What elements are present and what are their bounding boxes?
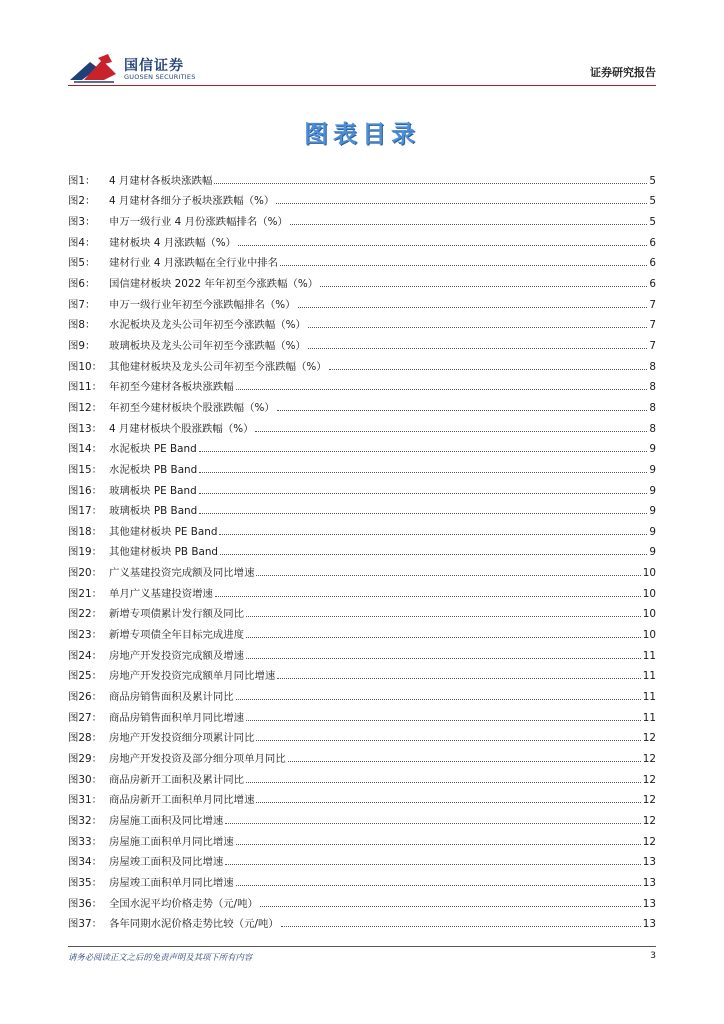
toc-entry[interactable]: [68, 725, 656, 746]
toc-page-number: 12: [642, 835, 656, 848]
toc-leader-dots: [308, 327, 647, 328]
toc-page-number: 8: [649, 381, 656, 394]
toc-figure-number: 图20：: [68, 567, 103, 580]
toc-figure-number: 图19：: [68, 546, 103, 559]
toc-entry[interactable]: [68, 807, 656, 828]
toc-figure-number: 图32：: [68, 815, 103, 827]
toc-page-number: 8: [649, 360, 656, 373]
toc-leader-dots: [256, 575, 640, 576]
toc-entry[interactable]: [68, 621, 656, 642]
toc-leader-dots: [290, 224, 647, 225]
toc-entry[interactable]: [68, 580, 656, 601]
toc-page-number: 11: [642, 649, 656, 662]
toc-leader-dots: [219, 534, 647, 535]
toc-page-number: 9: [649, 484, 656, 497]
toc-page-number: 9: [649, 443, 656, 456]
toc-figure-title: 房屋施工面积单月同比增速: [109, 835, 234, 848]
toc-leader-dots: [246, 637, 641, 638]
toc-entry[interactable]: [68, 911, 656, 932]
report-type-label: 证券研究报告: [590, 66, 656, 79]
toc-page-number: 12: [642, 732, 656, 745]
toc-figure-title: 玻璃板块 PB Band: [109, 505, 198, 518]
toc-leader-dots: [225, 823, 640, 824]
toc-entry[interactable]: [68, 601, 656, 622]
toc-leader-dots: [255, 431, 647, 432]
toc-figure-number: 图2：: [68, 195, 96, 208]
toc-figure-number: 图28：: [68, 732, 103, 745]
toc-entry[interactable]: [68, 477, 656, 498]
toc-figure-title: 房地产开发投资完成额单月同比增速: [109, 670, 276, 683]
toc-figure-title: 4 月建材各板块涨跌幅: [109, 174, 213, 187]
page-number: 3: [650, 951, 656, 961]
toc-entry[interactable]: [68, 869, 656, 890]
toc-figure-title: 商品房新开工面积单月同比增速: [109, 794, 255, 807]
toc-page-number: 10: [642, 567, 656, 580]
toc-leader-dots: [260, 906, 641, 907]
toc-page-number: 11: [642, 691, 656, 704]
toc-figure-number: 图13：: [68, 422, 103, 435]
toc-entry[interactable]: [68, 642, 656, 663]
toc-figure-number: 图36：: [68, 897, 103, 910]
toc-page-number: 9: [649, 546, 656, 559]
toc-figure-title: 各年同期水泥价格走势比较（元/吨）: [109, 918, 279, 931]
header-divider: [68, 85, 656, 86]
toc-figure-number: 图14：: [68, 443, 103, 456]
toc-figure-number: 图6：: [68, 277, 96, 290]
toc-entry[interactable]: [68, 229, 656, 250]
toc-figure-title: 4 月建材各细分子板块涨跌幅（%）: [109, 195, 275, 208]
toc-figure-title: 房地产开发投资及部分细分项单月同比: [109, 753, 286, 766]
toc-figure-number: 图37：: [68, 918, 103, 931]
toc-figure-number: 图35：: [68, 876, 103, 889]
toc-figure-title: 建材板块 4 月涨跌幅（%）: [109, 236, 236, 249]
toc-page-number: 7: [649, 319, 656, 332]
toc-entry[interactable]: [68, 250, 656, 271]
toc-page-number: 12: [642, 815, 656, 827]
toc-page-number: 6: [649, 277, 656, 290]
toc-page-number: 5: [649, 174, 656, 187]
toc-page-number: 7: [649, 339, 656, 352]
toc-figure-title: 全国水泥平均价格走势（元/吨）: [109, 897, 258, 910]
toc-figure-title: 房屋竣工面积单月同比增速: [109, 876, 234, 889]
toc-figure-number: 图17：: [68, 505, 103, 518]
toc-figure-number: 图12：: [68, 401, 103, 414]
toc-leader-dots: [220, 554, 647, 555]
toc-page-number: 10: [642, 629, 656, 642]
toc-figure-title: 新增专项债累计发行额及同比: [109, 608, 245, 621]
toc-entry[interactable]: [68, 787, 656, 808]
toc-figure-title: 商品房新开工面积及累计同比: [109, 773, 245, 786]
toc-page-number: 13: [642, 897, 656, 910]
toc-entry[interactable]: [68, 518, 656, 539]
toc-leader-dots: [329, 369, 648, 370]
toc-figure-number: 图26：: [68, 691, 103, 704]
toc-figure-title: 国信建材板块 2022 年年初至今涨跌幅（%）: [109, 277, 319, 290]
toc-leader-dots: [246, 782, 641, 783]
toc-page-number: 8: [649, 422, 656, 435]
toc-leader-dots: [236, 844, 641, 845]
toc-page-number: 11: [642, 670, 656, 683]
toc-entry[interactable]: [68, 498, 656, 519]
toc-figure-title: 广义基建投资完成额及同比增速: [109, 567, 255, 580]
toc-leader-dots: [199, 513, 647, 514]
toc-leader-dots: [225, 864, 640, 865]
toc-entry[interactable]: [68, 270, 656, 291]
toc-leader-dots: [256, 802, 640, 803]
toc-figure-title: 申万一级行业 4 月份涨跌幅排名（%）: [109, 215, 288, 228]
toc-figure-number: 图1：: [68, 174, 96, 187]
toc-entry[interactable]: [68, 415, 656, 436]
toc-page-number: 12: [642, 753, 656, 766]
toc-page-number: 10: [642, 608, 656, 621]
toc-figure-number: 图27：: [68, 711, 103, 724]
toc-entry[interactable]: [68, 539, 656, 560]
toc-figure-number: 图10：: [68, 360, 103, 373]
toc-page-number: 11: [642, 711, 656, 724]
toc-page-number: 13: [642, 876, 656, 889]
toc-leader-dots: [246, 616, 641, 617]
toc-leader-dots: [320, 286, 647, 287]
toc-figure-title: 其他建材板块 PB Band: [109, 546, 219, 559]
toc-entry[interactable]: [68, 188, 656, 209]
toc-entry[interactable]: [68, 683, 656, 704]
toc-leader-dots: [308, 348, 647, 349]
toc-entry[interactable]: [68, 890, 656, 911]
toc-figure-title: 年初至今建材各板块涨跌幅: [109, 381, 234, 394]
toc-entry[interactable]: [68, 828, 656, 849]
toc-entry[interactable]: [68, 456, 656, 477]
toc-leader-dots: [238, 245, 647, 246]
toc-figure-title: 房屋竣工面积及同比增速: [109, 856, 224, 869]
toc-page-number: 10: [642, 587, 656, 600]
page-title: 图表目录: [304, 120, 420, 148]
toc-leader-dots: [246, 720, 641, 721]
toc-entry[interactable]: [68, 167, 656, 188]
toc-page-number: 9: [649, 463, 656, 476]
toc-figure-number: 图7：: [68, 298, 96, 311]
toc-figure-number: 图33：: [68, 835, 103, 848]
toc-leader-dots: [215, 596, 641, 597]
toc-entry[interactable]: [68, 745, 656, 766]
toc-leader-dots: [288, 761, 641, 762]
toc-entry[interactable]: [68, 332, 656, 353]
toc-leader-dots: [246, 658, 641, 659]
guosen-logo-mark-icon: [68, 52, 120, 84]
page-header: [68, 48, 656, 86]
toc-figure-title: 水泥板块 PE Band: [109, 443, 197, 456]
toc-figure-number: 图5：: [68, 257, 96, 270]
toc-figure-number: 图4：: [68, 236, 96, 249]
toc-figure-number: 图25：: [68, 670, 103, 683]
logo-english-name: GUOSEN SECURITIES: [124, 73, 196, 81]
toc-page-number: 12: [642, 773, 656, 786]
toc-figure-number: 图24：: [68, 649, 103, 662]
toc-figure-title: 申万一级行业年初至今涨跌幅排名（%）: [109, 298, 296, 311]
toc-entry[interactable]: [68, 394, 656, 415]
toc-entry[interactable]: [68, 766, 656, 787]
toc-entry[interactable]: [68, 312, 656, 333]
toc-figure-number: 图8：: [68, 319, 96, 332]
toc-figure-title: 玻璃板块 PE Band: [109, 484, 197, 497]
toc-page-number: 13: [642, 856, 656, 869]
toc-leader-dots: [199, 493, 648, 494]
toc-figure-number: 图3：: [68, 215, 96, 228]
toc-leader-dots: [298, 307, 648, 308]
logo-chinese-name: 国信证券: [124, 58, 184, 74]
toc-page-number: 6: [649, 257, 656, 270]
toc-leader-dots: [236, 885, 641, 886]
toc-entry[interactable]: [68, 559, 656, 580]
toc-figure-title: 单月广义基建投资增速: [109, 587, 213, 600]
toc-leader-dots: [277, 410, 648, 411]
toc-figure-title: 水泥板块及龙头公司年初至今涨跌幅（%）: [109, 319, 306, 332]
toc-leader-dots: [276, 203, 647, 204]
toc-figure-number: 图23：: [68, 629, 103, 642]
toc-figure-number: 图11：: [68, 381, 103, 394]
toc-leader-dots: [214, 183, 647, 184]
toc-page-number: 6: [649, 236, 656, 249]
toc-figure-number: 图21：: [68, 587, 103, 600]
toc-figure-number: 图9：: [68, 339, 96, 352]
toc-page-number: 8: [649, 401, 656, 414]
toc-leader-dots: [236, 699, 641, 700]
figure-list: [68, 167, 656, 931]
toc-page-number: 5: [649, 195, 656, 208]
toc-entry[interactable]: [68, 208, 656, 229]
toc-figure-number: 图31：: [68, 794, 103, 807]
toc-leader-dots: [281, 926, 641, 927]
toc-leader-dots: [236, 389, 648, 390]
toc-figure-number: 图34：: [68, 856, 103, 869]
toc-leader-dots: [256, 740, 640, 741]
toc-page-number: 7: [649, 298, 656, 311]
toc-figure-number: 图16：: [68, 484, 103, 497]
toc-leader-dots: [199, 451, 648, 452]
toc-figure-title: 房地产开发投资完成额及增速: [109, 649, 245, 662]
toc-entry[interactable]: [68, 374, 656, 395]
toc-entry[interactable]: [68, 353, 656, 374]
toc-page-number: 5: [649, 215, 656, 228]
toc-figure-title: 建材行业 4 月涨跌幅在全行业中排名: [109, 257, 279, 270]
guosen-logo: [68, 52, 208, 84]
toc-figure-number: 图18：: [68, 525, 103, 538]
toc-figure-number: 图15：: [68, 463, 103, 476]
footer-disclaimer: 请务必阅读正文之后的免责声明及其项下所有内容: [68, 952, 253, 962]
toc-figure-title: 房屋施工面积及同比增速: [109, 815, 224, 827]
toc-figure-number: 图29：: [68, 753, 103, 766]
toc-figure-title: 其他建材板块及龙头公司年初至今涨跌幅（%）: [109, 360, 327, 373]
toc-entry[interactable]: [68, 704, 656, 725]
toc-entry[interactable]: [68, 291, 656, 312]
toc-figure-number: 图30：: [68, 773, 103, 786]
toc-figure-title: 房地产开发投资细分项累计同比: [109, 732, 255, 745]
toc-leader-dots: [199, 472, 647, 473]
toc-leader-dots: [280, 265, 647, 266]
toc-figure-number: 图22：: [68, 608, 103, 621]
toc-leader-dots: [277, 678, 641, 679]
toc-figure-title: 新增专项债全年目标完成进度: [109, 629, 245, 642]
toc-page-number: 9: [649, 505, 656, 518]
toc-figure-title: 玻璃板块及龙头公司年初至今涨跌幅（%）: [109, 339, 306, 352]
toc-figure-title: 商品房销售面积单月同比增速: [109, 711, 245, 724]
footer-divider: [68, 946, 656, 947]
toc-page-number: 12: [642, 794, 656, 807]
toc-page-number: 9: [649, 525, 656, 538]
toc-figure-title: 商品房销售面积及累计同比: [109, 691, 234, 704]
toc-figure-title: 4 月建材板块个股涨跌幅（%）: [109, 422, 254, 435]
toc-entry[interactable]: [68, 663, 656, 684]
toc-entry[interactable]: [68, 436, 656, 457]
toc-figure-title: 水泥板块 PB Band: [109, 463, 198, 476]
toc-figure-title: 其他建材板块 PE Band: [109, 525, 218, 538]
toc-page-number: 13: [642, 918, 656, 931]
toc-figure-title: 年初至今建材板块个股涨跌幅（%）: [109, 401, 275, 414]
toc-entry[interactable]: [68, 849, 656, 870]
